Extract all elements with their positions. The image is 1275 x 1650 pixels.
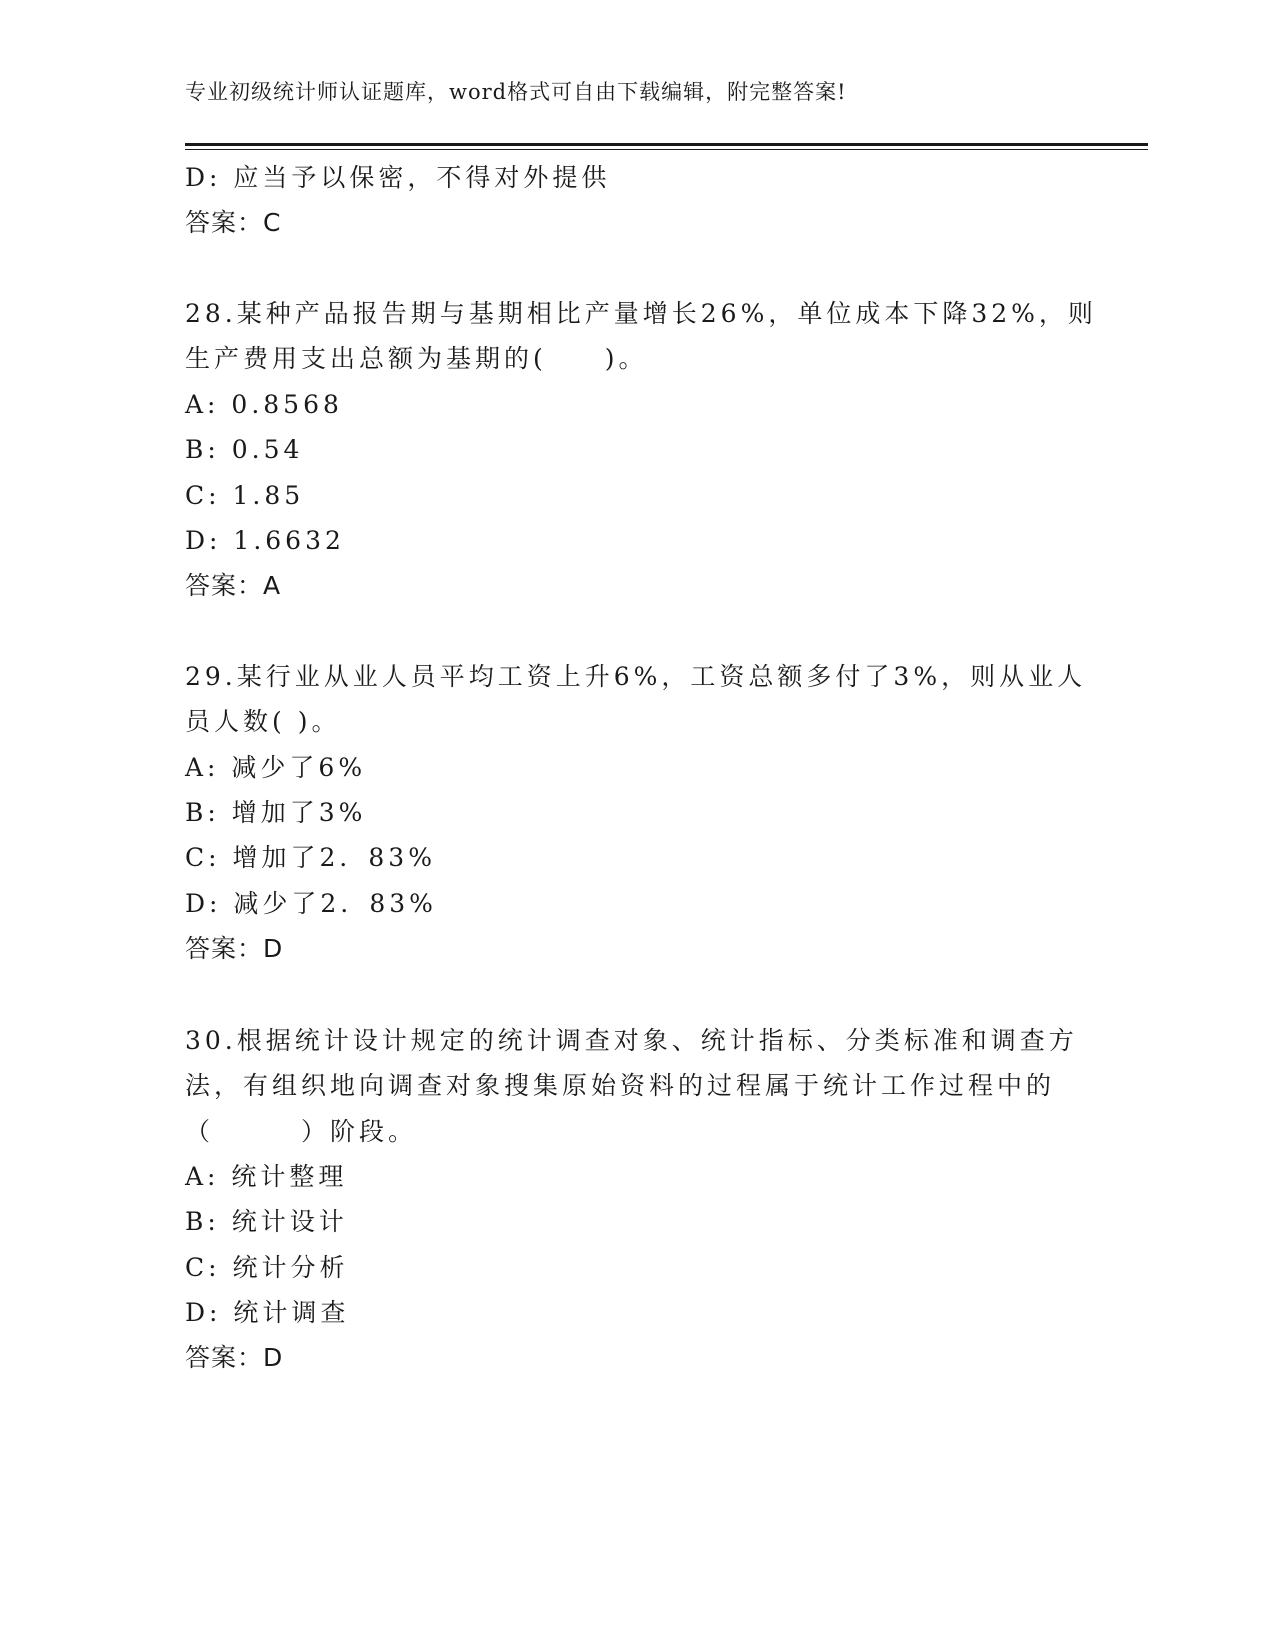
q29-option-a: A: 减少了6% xyxy=(185,753,367,782)
q28-stem-line2: 生产费用支出总额为基期的( )。 xyxy=(185,344,648,373)
q30-option-b: B: 统计设计 xyxy=(185,1207,348,1236)
q27-answer: 答案：C xyxy=(185,208,282,237)
q30-answer: 答案：D xyxy=(185,1343,284,1372)
q27-option-d: D: 应当予以保密，不得对外提供 xyxy=(185,163,611,192)
q28-stem-line1: 28.某种产品报告期与基期相比产量增长26%，单位成本下降32%，则 xyxy=(185,299,1097,328)
q29-option-c: C: 增加了2．83% xyxy=(185,843,436,872)
q29-stem-line2: 员人数( )。 xyxy=(185,707,341,736)
q28-answer: 答案：A xyxy=(185,571,282,600)
q30-option-c: C: 统计分析 xyxy=(185,1253,349,1282)
page-header-text: 专业初级统计师认证题库，word格式可自由下载编辑，附完整答案! xyxy=(185,80,847,104)
q30-stem-line2: 法，有组织地向调查对象搜集原始资料的过程属于统计工作过程中的 xyxy=(185,1071,1056,1100)
q29-option-d: D: 减少了2．83% xyxy=(185,889,437,918)
q29-option-b: B: 增加了3% xyxy=(185,798,367,827)
q30-stem-line1: 30.根据统计设计规定的统计调查对象、统计指标、分类标准和调查方 xyxy=(185,1026,1078,1055)
q28-option-b: B: 0.54 xyxy=(185,435,304,464)
q28-option-c: C: 1.85 xyxy=(185,481,305,510)
q29-stem-line1: 29.某行业从业人员平均工资上升6%，工资总额多付了3%，则从业人 xyxy=(185,662,1087,691)
header-divider-thick xyxy=(185,143,1148,146)
q28-option-d: D: 1.6632 xyxy=(185,526,345,555)
q30-stem-line3: （ ）阶段。 xyxy=(185,1117,418,1146)
q29-answer: 答案：D xyxy=(185,934,284,963)
q28-option-a: A: 0.8568 xyxy=(185,390,343,419)
q30-option-d: D: 统计调查 xyxy=(185,1298,350,1327)
header-divider-thin xyxy=(185,149,1148,150)
q30-option-a: A: 统计整理 xyxy=(185,1162,348,1191)
